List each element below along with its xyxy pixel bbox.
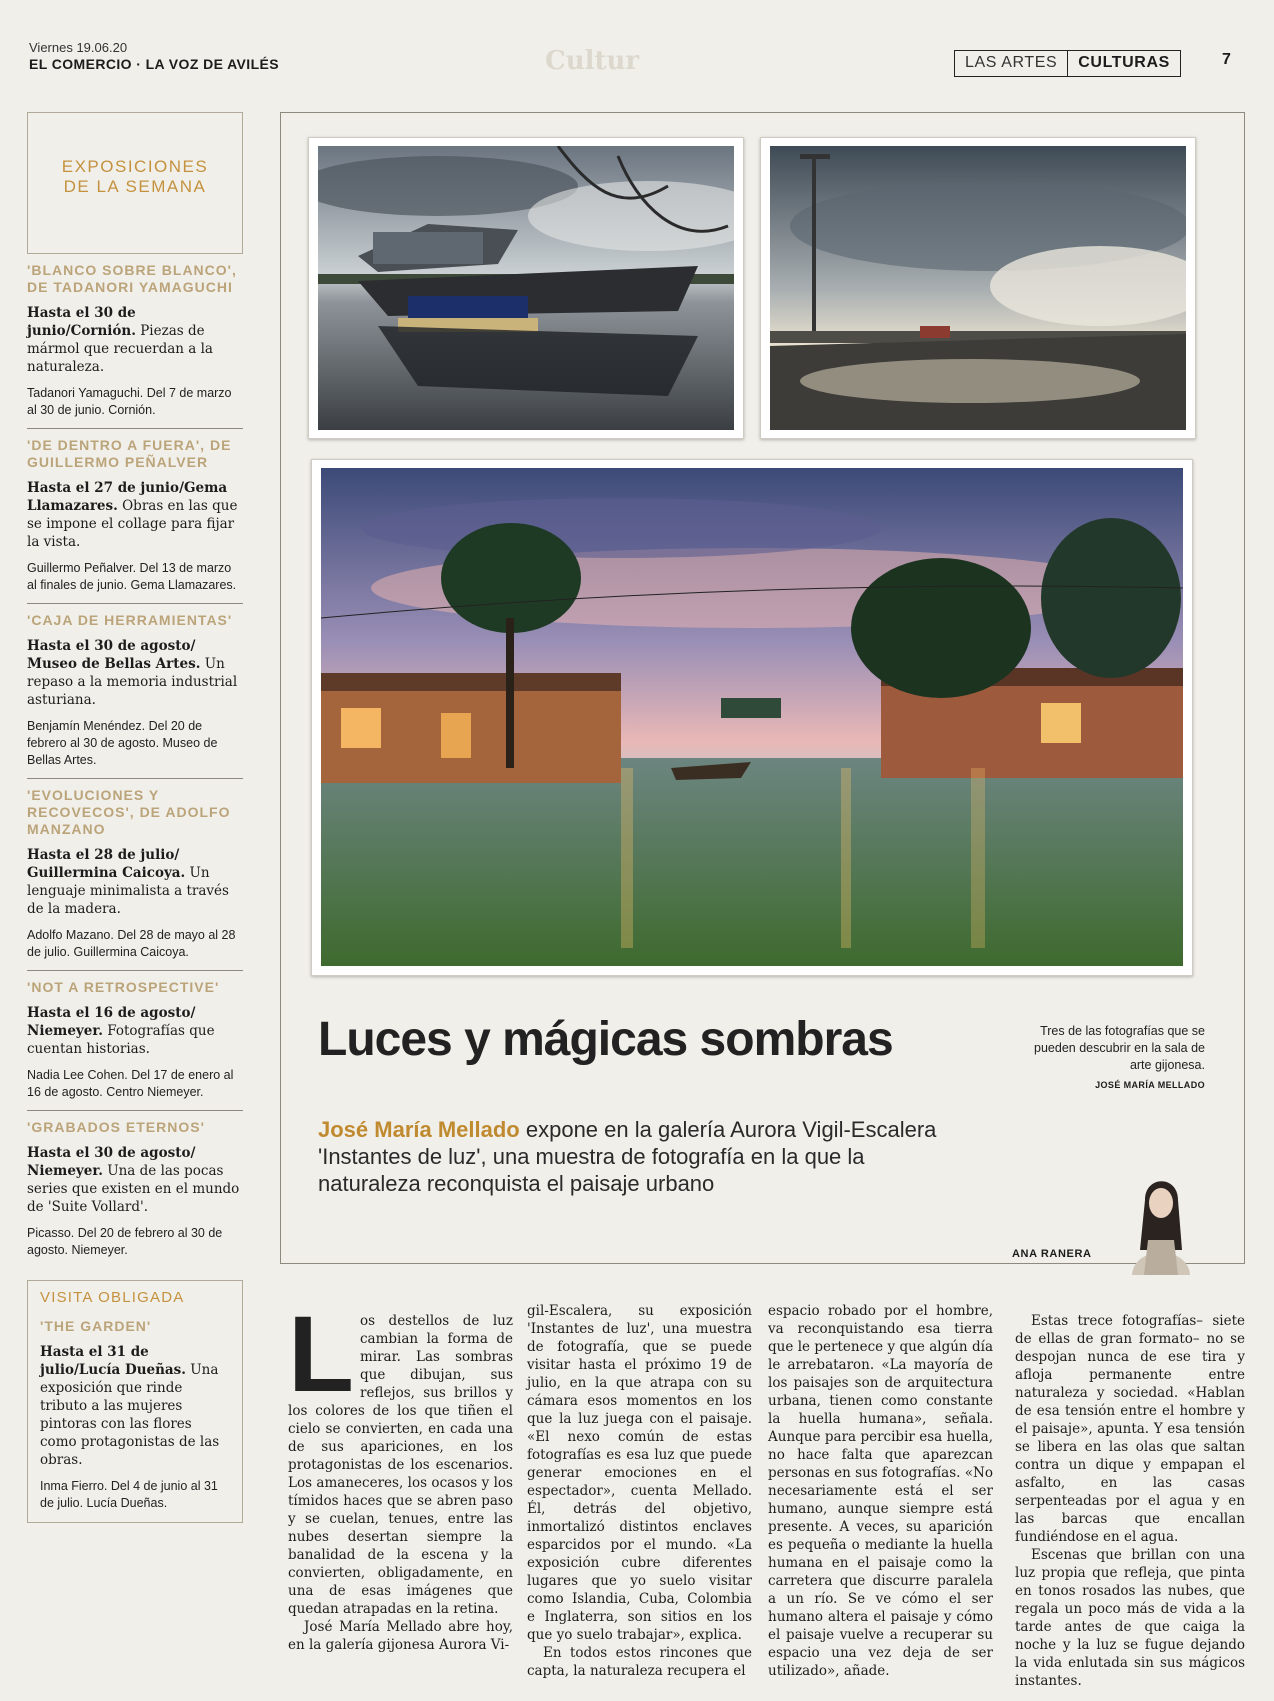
- exhibition-item: [27, 254, 243, 429]
- exhibition-body: [27, 637, 243, 709]
- exhibition-desc: Piezas de mármol que recuerdan a la naturaleza.: [27, 323, 213, 375]
- exhibition-title: 'CAJA DE HERRAMIENTAS': [27, 612, 233, 628]
- exhibition-item: [27, 604, 243, 779]
- article-lede: [318, 1116, 958, 1197]
- sidebar-heading-box: [27, 112, 243, 254]
- exhibition-meta: Picasso. Del 20 de febrero al 30 de agosto. Niemeyer.: [27, 1226, 223, 1257]
- exhibition-meta: Benjamín Menéndez. Del 20 de febrero al 30 de agosto. Museo de Bellas Artes.: [27, 719, 218, 767]
- photo-caption: Tres de las fotografías que se pueden descubrir en la sala de arte gijonesa.: [1034, 1024, 1205, 1072]
- author-name: ANA RANERA: [1012, 1248, 1092, 1260]
- bleed-through-text: Cultur: [545, 46, 640, 76]
- photo-seafront: [760, 137, 1196, 439]
- headline: Luces y mágicas sombras: [318, 1013, 893, 1066]
- exhibition-lead: Hasta el 30 de junio/Cornión.: [27, 305, 136, 339]
- photo-boat: [308, 137, 744, 439]
- must-visit-body: [40, 1343, 230, 1469]
- lede-name: José María Mellado: [318, 1117, 520, 1142]
- exhibition-desc: Un repaso a la memoria industrial asturiana.: [27, 656, 238, 708]
- author-avatar: [1120, 1170, 1200, 1280]
- photo-credit: JOSÉ MARÍA MELLADO: [1095, 1080, 1205, 1090]
- exhibition-title: 'BLANCO SOBRE BLANCO', DE TADANORI YAMAGUCHI: [27, 262, 237, 295]
- exhibition-meta: Guillermo Peñalver. Del 13 de marzo al finales de junio. Gema Llamazares.: [27, 561, 237, 592]
- newspaper-name: EL COMERCIO · LA VOZ DE AVILÉS: [29, 56, 280, 72]
- exhibition-lead: Hasta el 16 de agosto/ Niemeyer.: [27, 1005, 196, 1039]
- exhibition-title: 'GRABADOS ETERNOS': [27, 1119, 205, 1135]
- exhibition-body: [27, 479, 243, 551]
- exhibition-title: 'DE DENTRO A FUERA', DE GUILLERMO PEÑALVER: [27, 437, 232, 470]
- section-tag-culturas: CULTURAS: [1078, 54, 1170, 71]
- lede-text: expone en la galería Aurora Vigil-Escalera 'Instantes de luz', una muestra de fotografía en la que la naturaleza reconquista el paisaje urbano: [318, 1117, 937, 1196]
- article-paragraph: José María Mellado abre hoy, en la galería gijonesa Aurora Vi-: [288, 1619, 513, 1653]
- must-visit-label: VISITA OBLIGADA: [40, 1289, 185, 1306]
- exhibition-item: [27, 779, 243, 971]
- must-visit-lead: Hasta el 31 de julio/Lucía Dueñas.: [40, 1344, 186, 1378]
- article-paragraph: espacio robado por el hombre, va reconquistando esa tierra que le pertenece y que algún día le arrebataron. «La mayoría de los paisajes son de arquitectura urbana, tienen como constante la huella humana», señala. Aunque para percibir esa huella, no hace falta que aparezcan personas en sus fotografías. «No necesariamente está el ser humano, aunque siempre está presente. A veces, su aparición es pequeña o mediante la huella humana en el paisaje como la carretera que discurre paralela a un río. Se ve cómo el ser humano altera el paisaje y cómo el paisaje vuelve a recuperar su espacio una vez deja de ser utilizado», añade.: [768, 1303, 993, 1679]
- exhibition-title: 'EVOLUCIONES Y RECOVECOS', DE ADOLFO MANZANO: [27, 787, 231, 837]
- exhibition-desc: Obras en las que se impone el collage para fijar la vista.: [27, 498, 238, 550]
- article-paragraph: gil-Escalera, su exposición 'Instantes de luz', una muestra de fotografía, que se puede visitar hasta el próximo 19 de julio, en la que atrapa con su cámara esos momentos en los que la luz juega con el paisaje. «El nexo común de estas fotografías es esa luz que puede generar emociones en el espectador», cuenta Mellado. Él, detrás del objetivo, inmortalizó distintos enclaves esparcidos por el mundo. «La exposición cubre diferentes lugares que yo suelo visitar como Islandia, Cuba, Colombia e Inglaterra, son sitios en los que yo suelo trabajar», explica.: [527, 1303, 752, 1643]
- page-number: 7: [1222, 51, 1231, 68]
- exhibition-title: 'NOT A RETROSPECTIVE': [27, 979, 220, 995]
- must-visit-desc: Una exposición que rinde tributo a las mujeres pintoras con las flores como protagonistas de las obras.: [40, 1362, 220, 1468]
- exhibition-body: [27, 1144, 243, 1216]
- photo-flooded-street: [311, 459, 1193, 976]
- article-column-4: [1015, 1312, 1245, 1690]
- exhibition-meta: Tadanori Yamaguchi. Del 7 de marzo al 30 de junio. Cornión.: [27, 386, 232, 417]
- sidebar-heading-line1: EXPOSICIONES: [61, 157, 209, 176]
- article-column-1: [288, 1293, 513, 1654]
- drop-cap: L: [288, 1293, 354, 1414]
- must-visit-box: [27, 1280, 243, 1523]
- exhibition-lead: Hasta el 30 de agosto/ Niemeyer.: [27, 1145, 196, 1179]
- article-paragraph: En todos estos rincones que capta, la naturaleza recupera el: [527, 1645, 752, 1679]
- exhibition-desc: Fotografías que cuentan historias.: [27, 1023, 215, 1057]
- exhibition-lead: Hasta el 28 de julio/ Guillermina Caicoya.: [27, 847, 186, 881]
- exhibition-meta: Adolfo Mazano. Del 28 de mayo al 28 de julio. Guillermina Caicoya.: [27, 928, 236, 959]
- article-column-3: [768, 1302, 993, 1680]
- exhibition-body: [27, 304, 243, 376]
- must-visit-meta: Inma Fierro. Del 4 de junio al 31 de julio. Lucía Dueñas.: [40, 1479, 218, 1510]
- exhibitions-sidebar: [27, 112, 243, 1523]
- issue-date: Viernes 19.06.20: [29, 40, 128, 55]
- exhibition-body: [27, 1004, 243, 1058]
- section-tags: [954, 50, 1181, 77]
- exhibition-body: [27, 846, 243, 918]
- exhibition-meta: Nadia Lee Cohen. Del 17 de enero al 16 de agosto. Centro Niemeyer.: [27, 1068, 234, 1099]
- article-paragraph: Escenas que brillan con una luz propia que refleja, que pinta en tonos rosados las nubes, que regala un poco más de vida a la tarde antes de que caiga la noche y la luz se fugue dejando la vida enlutada sin sus mágicos instantes.: [1015, 1547, 1245, 1689]
- exhibition-lead: Hasta el 30 de agosto/ Museo de Bellas Artes.: [27, 638, 201, 672]
- exhibition-desc: Una de las pocas series que existen en el mundo de 'Suite Vollard'.: [27, 1163, 240, 1215]
- exhibition-item: [27, 971, 243, 1111]
- article-paragraph: Estas trece fotografías– siete de ellas de gran formato– no se despojan nunca de ese tira y afloja permanente entre naturaleza y sociedad. «Hablan de esa tensión entre el hombre y el paisaje», apunta. Y esa tensión se libera en las olas que saltan contra un dique y empapan el asfalto, en las casas serpenteadas por el agua y en las barcas que encallan fundiéndose en el agua.: [1015, 1313, 1245, 1545]
- exhibition-desc: Un lenguaje minimalista a través de la madera.: [27, 865, 229, 917]
- section-tag-las-artes: LAS ARTES: [955, 51, 1068, 76]
- sidebar-heading-line2: DE LA SEMANA: [63, 177, 207, 196]
- must-visit-title: 'THE GARDEN': [40, 1318, 152, 1334]
- paragraph-text: os destellos de luz cambian la forma de mirar. Las sombras que dibujan, sus reflejos, sus brillos y los colores de los que tiñen el cielo se convierten, en cada una de sus apariciones, en los protagonistas de los escenarios. Los amaneceres, los ocasos y los tímidos haces que se abren paso y se cuelan, tenues, entre las nubes desertan siempre la banalidad de la escena y la convierten, obligadamente, en una de esas imágenes que quedan atrapadas en la retina.: [288, 1313, 513, 1617]
- exhibition-item: [27, 429, 243, 604]
- article-paragraph: [288, 1293, 513, 1618]
- article-column-2: [527, 1302, 752, 1680]
- exhibition-lead: Hasta el 27 de junio/Gema Llamazares.: [27, 480, 228, 514]
- exhibition-item: [27, 1111, 243, 1268]
